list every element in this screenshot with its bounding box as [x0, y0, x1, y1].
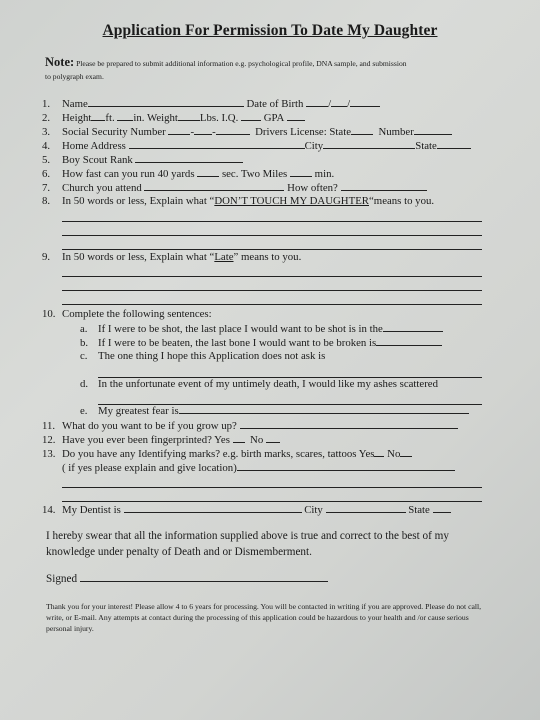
- city-label: City: [304, 140, 324, 152]
- question-number: 1.: [42, 98, 51, 110]
- license-number-label: Number: [378, 126, 414, 138]
- two-miles-label: sec. Two Miles: [221, 168, 288, 180]
- ssn-dash: -: [212, 126, 216, 138]
- height-label: Height: [62, 112, 92, 124]
- height-ft-field[interactable]: [91, 111, 105, 121]
- q10-e: [80, 404, 469, 418]
- sub-letter: c.: [80, 350, 88, 362]
- dob-slash: /: [347, 98, 351, 110]
- signature-field[interactable]: [80, 572, 328, 582]
- question-9: [42, 251, 492, 264]
- declaration: I hereby swear that all the information supplied above is true and correct to the best of my knowledge under penalty of Death and or Dismemberment.: [46, 530, 449, 558]
- min-label: min.: [314, 168, 335, 180]
- signature-row: [46, 572, 328, 585]
- q10-c: [80, 350, 325, 363]
- q10a-text: If I were to be shot, the last place I would want to be shot is in the: [98, 323, 383, 335]
- license-state-field[interactable]: [351, 125, 373, 135]
- footer-notice: Thank you for your interest! Please allow 4 to 6 years for processing. You will be contacted in writing if you are approved. Please do not call, write, or E-mail. Any attempts at contact during the processing of this application could be hazardous to your health and /or cause serious personal injury.: [46, 602, 482, 633]
- ssn-part1-field[interactable]: [168, 125, 190, 135]
- answer-line[interactable]: [62, 276, 482, 277]
- question-1: [42, 97, 492, 111]
- church-field[interactable]: [144, 181, 284, 191]
- question-number: 11.: [42, 420, 56, 432]
- name-field[interactable]: [88, 97, 244, 107]
- q9-text-end: ” means to you.: [233, 251, 302, 263]
- gpa-field[interactable]: [287, 111, 305, 121]
- answer-line[interactable]: [62, 290, 482, 291]
- city-field[interactable]: [323, 139, 415, 149]
- weight-label: in. Weight: [133, 112, 178, 124]
- q10b-field[interactable]: [376, 336, 442, 346]
- note-text-line2: to polygraph exam.: [45, 72, 104, 81]
- q10d-text: In the unfortunate event of my untimely death, I would like my ashes scattered: [98, 378, 439, 390]
- question-number: 3.: [42, 126, 51, 138]
- question-number: 12.: [42, 434, 56, 446]
- license-number-field[interactable]: [414, 125, 452, 135]
- question-2: [42, 111, 492, 125]
- forty-yards-field[interactable]: [197, 167, 219, 177]
- sub-letter: d.: [80, 378, 89, 390]
- question-number: 9.: [42, 251, 51, 263]
- q9-text: In 50 words or less, Explain what “: [62, 251, 215, 263]
- weight-field[interactable]: [178, 111, 200, 121]
- dob-slash: /: [328, 98, 332, 110]
- fingerprint-yes-field[interactable]: [233, 433, 245, 443]
- note-section: [45, 56, 485, 83]
- how-often-field[interactable]: [341, 181, 427, 191]
- address-label: Home Address: [62, 140, 126, 152]
- question-number: 14.: [42, 504, 56, 516]
- address-field[interactable]: [129, 139, 305, 149]
- license-state-label: Drivers License: State: [255, 126, 352, 138]
- question-number: 8.: [42, 195, 51, 207]
- how-often-label: How often?: [287, 182, 338, 194]
- q10e-text: My greatest fear is: [98, 405, 179, 417]
- signed-label: Signed: [46, 573, 78, 585]
- fingerprint-no-label: No: [250, 434, 264, 446]
- q10-d: [80, 378, 438, 391]
- question-5: [42, 153, 492, 167]
- forty-yards-label: How fast can you run 40 yards: [62, 168, 195, 180]
- height-in-field[interactable]: [117, 111, 133, 121]
- q10a-field[interactable]: [383, 322, 443, 332]
- ssn-part3-field[interactable]: [216, 125, 250, 135]
- dentist-city-label: City: [304, 504, 323, 516]
- note-text-line1: Please be prepared to submit additional information e.g. psychological profile, DNA sample, and submission: [76, 59, 407, 68]
- ssn-part2-field[interactable]: [194, 125, 212, 135]
- dob-day-field[interactable]: [331, 97, 347, 107]
- marks-no-label: No: [387, 448, 401, 460]
- ssn-dash: -: [190, 126, 195, 138]
- sub-letter: a.: [80, 323, 88, 335]
- q13-location-field[interactable]: [237, 461, 455, 471]
- dob-month-field[interactable]: [306, 97, 328, 107]
- q11-field[interactable]: [240, 419, 458, 429]
- marks-no-field[interactable]: [400, 447, 412, 457]
- question-8: [42, 195, 492, 208]
- answer-line[interactable]: [62, 304, 482, 305]
- q10-a: [80, 322, 443, 336]
- note-label: Note:: [45, 55, 75, 69]
- scout-rank-label: Boy Scout Rank: [62, 154, 133, 166]
- question-10: [42, 308, 492, 321]
- q8-phrase: DON’T TOUCH MY DAUGHTER: [214, 195, 369, 207]
- q13-location-text: ( if yes please explain and give location): [62, 462, 237, 474]
- q8-text-end: “means to you.: [369, 195, 435, 207]
- question-3: [42, 125, 492, 139]
- question-13-line2: [62, 461, 512, 475]
- answer-line[interactable]: [62, 487, 482, 488]
- q11-text: What do you want to be if you grow up?: [62, 420, 237, 432]
- scout-rank-field[interactable]: [135, 153, 243, 163]
- two-miles-field[interactable]: [290, 167, 312, 177]
- marks-yes-field[interactable]: [374, 447, 384, 457]
- q10-text: Complete the following sentences:: [62, 308, 212, 320]
- sub-letter: b.: [80, 337, 89, 349]
- state-label: State: [415, 140, 437, 152]
- question-number: 4.: [42, 140, 51, 152]
- name-label: Name: [62, 98, 88, 110]
- ft-label: ft.: [105, 112, 115, 124]
- q10c-text: The one thing I hope this Application does not ask is: [98, 350, 326, 362]
- dentist-label: My Dentist is: [62, 504, 121, 516]
- ssn-label: Social Security Number: [62, 126, 166, 138]
- answer-line[interactable]: [62, 221, 482, 222]
- q10b-text: If I were to be beaten, the last bone I would want to be broken is: [98, 337, 377, 349]
- iq-label: Lbs. I.Q.: [199, 112, 239, 124]
- answer-line[interactable]: [62, 501, 482, 502]
- dentist-state-label: State: [408, 504, 430, 516]
- fingerprint-no-field[interactable]: [266, 433, 280, 443]
- dob-year-field[interactable]: [350, 97, 380, 107]
- gpa-label: GPA: [263, 112, 285, 124]
- question-6: [42, 167, 492, 181]
- church-label: Church you attend: [62, 182, 142, 194]
- iq-field[interactable]: [241, 111, 261, 121]
- q13-text: Do you have any Identifying marks? e.g. birth marks, scares, tattoos Yes: [62, 448, 375, 460]
- dentist-state-field[interactable]: [433, 503, 451, 513]
- q10-b: [80, 336, 442, 350]
- question-13: [42, 447, 492, 461]
- dentist-city-field[interactable]: [326, 503, 406, 513]
- form-title: Application For Permission To Date My Daughter: [102, 22, 438, 39]
- question-11: [42, 419, 492, 433]
- dentist-field[interactable]: [124, 503, 302, 513]
- question-number: 6.: [42, 168, 51, 180]
- question-4: [42, 139, 492, 153]
- q8-text: In 50 words or less, Explain what “: [62, 195, 215, 207]
- question-number: 13.: [42, 448, 56, 460]
- question-number: 2.: [42, 112, 51, 124]
- dob-label: Date of Birth: [246, 98, 304, 110]
- question-number: 5.: [42, 154, 51, 166]
- question-14: [42, 503, 492, 517]
- q12-text: Have you ever been fingerprinted? Yes: [62, 434, 230, 446]
- q10e-field[interactable]: [179, 404, 469, 414]
- sub-letter: e.: [80, 405, 88, 417]
- q9-phrase: Late: [214, 251, 234, 263]
- question-number: 7.: [42, 182, 51, 194]
- question-12: [42, 433, 492, 447]
- question-7: [42, 181, 492, 195]
- state-field[interactable]: [437, 139, 471, 149]
- answer-line[interactable]: [62, 235, 482, 236]
- answer-line[interactable]: [62, 249, 482, 250]
- question-number: 10.: [42, 308, 56, 320]
